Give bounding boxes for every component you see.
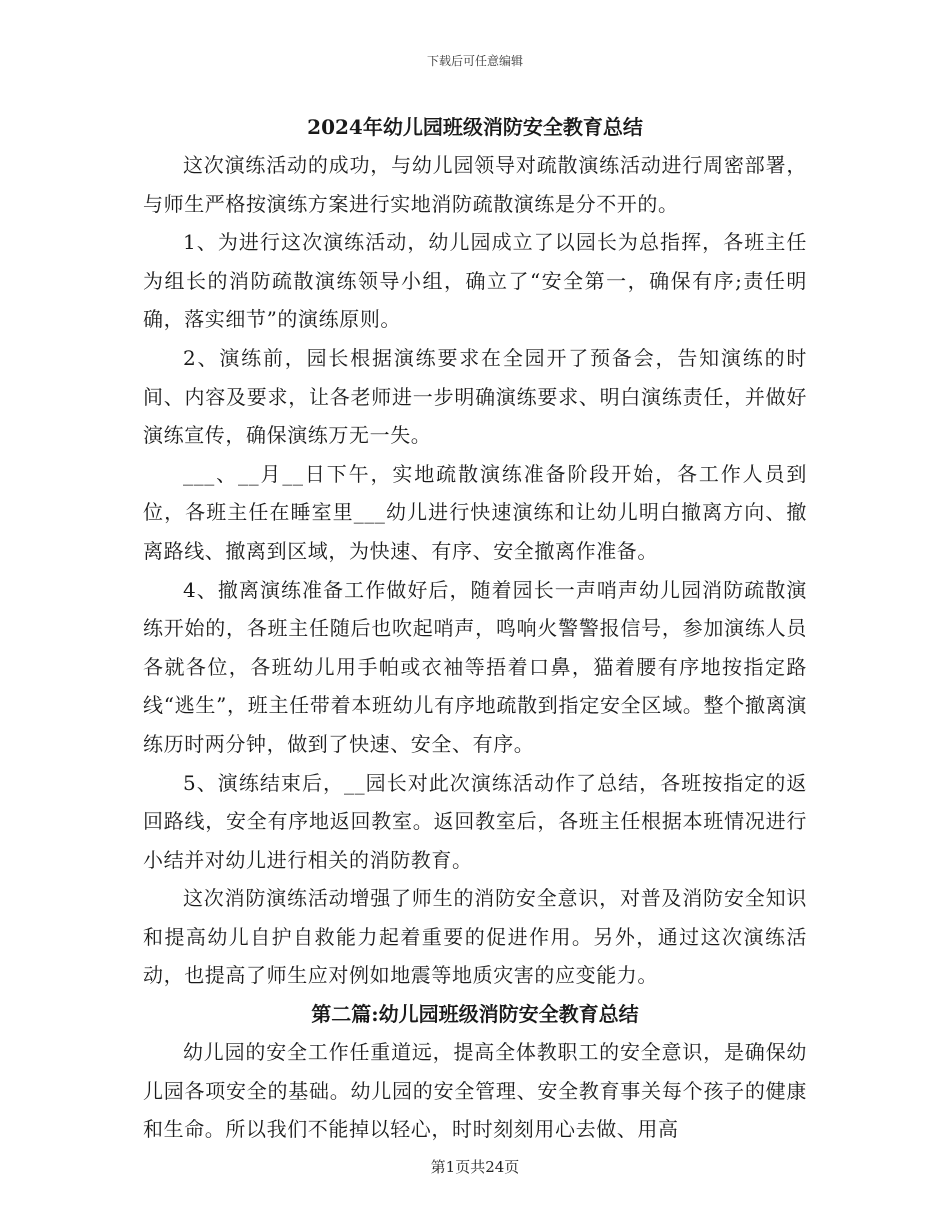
section-title: 第二篇:幼儿园班级消防安全教育总结	[311, 1002, 639, 1027]
paragraph: 幼儿园的安全工作任重道远，提高全体教职工的安全意识，是确保幼儿园各项安全的基础。幼儿园的安全管理、安全教育事关每个孩子的健康和生命。所以我们不能掉以轻心，时时刻刻用心去做、用高	[143, 1040, 807, 1142]
document-body	[143, 108, 807, 1149]
document-title: 2024年幼儿园班级消防安全教育总结	[307, 115, 643, 139]
paragraph: 4、撤离演练准备工作做好后，随着园长一声哨声幼儿园消防疏散演练开始的，各班主任随后也吹起哨声，鸣响火警警报信号，参加演练人员各就各位，各班幼儿用手帕或衣袖等捂着口鼻，猫着腰有序地按指定路线“逃生”，班主任带着本班幼儿有序地疏散到指定安全区域。整个撤离演练历时两分钟，做到了快速、安全、有序。	[143, 577, 807, 756]
paragraph: 5、演练结束后，__园长对此次演练活动作了总结，各班按指定的返回路线，安全有序地返回教室。返回教室后，各班主任根据本班情况进行小结并对幼儿进行相关的消防教育。	[143, 770, 807, 872]
paragraph: 1、为进行这次演练活动，幼儿园成立了以园长为总指挥，各班主任为组长的消防疏散演练领导小组，确立了“安全第一，确保有序;责任明确，落实细节”的演练原则。	[143, 230, 807, 332]
paragraph: 这次消防演练活动增强了师生的消防安全意识，对普及消防安全知识和提高幼儿自护自救能力起着重要的促进作用。另外，通过这次演练活动，也提高了师生应对例如地震等地质灾害的应变能力。	[143, 886, 807, 988]
page-footer: 第1页共24页	[430, 1158, 520, 1176]
paragraph: 这次演练活动的成功，与幼儿园领导对疏散演练活动进行周密部署，与师生严格按演练方案进行实地消防疏散演练是分不开的。	[143, 153, 807, 216]
header-note: 下载后可任意编辑	[426, 54, 523, 68]
paragraph: ___、__月__日下午，实地疏散演练准备阶段开始，各工作人员到位，各班主任在睡室里___幼儿进行快速演练和让幼儿明白撤离方向、撤离路线、撤离到区域，为快速、有序、安全撤离作准备。	[143, 461, 807, 563]
paragraph: 2、演练前，园长根据演练要求在全园开了预备会，告知演练的时间、内容及要求，让各老师进一步明确演练要求、明白演练责任，并做好演练宣传，确保演练万无一失。	[143, 345, 807, 448]
